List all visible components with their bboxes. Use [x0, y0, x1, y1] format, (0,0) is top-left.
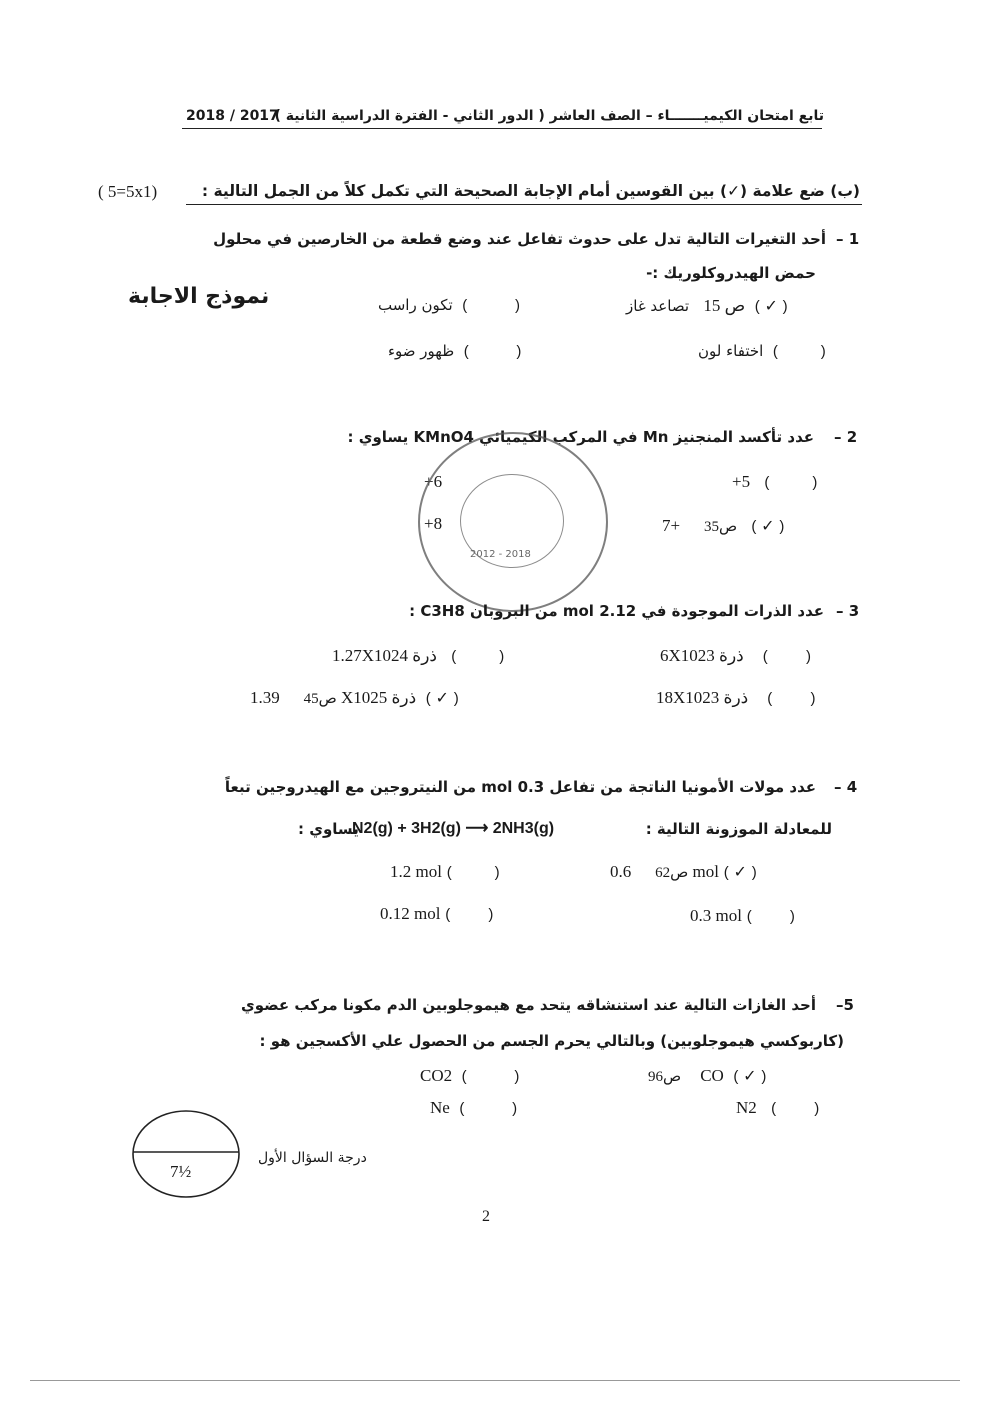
- q4-option-a[interactable]: ص62 0.6 mol ( ✓ ): [610, 862, 757, 881]
- q5-option-a[interactable]: ص96 CO ( ✓ ): [648, 1066, 767, 1085]
- q5-option-a-page-ref: ص96: [648, 1069, 682, 1085]
- q4-option-a-text: 0.6 mol: [610, 862, 719, 881]
- check-mark-icon: ✓: [733, 862, 747, 881]
- q4-equals: يساوي :: [298, 820, 359, 838]
- q3-option-d-text: 1.39 X1025 ذرة: [250, 688, 417, 707]
- q4-option-b-text: 1.2 mol: [390, 862, 442, 881]
- q1-option-c-text: اختفاء لون: [698, 342, 764, 360]
- q5-option-b[interactable]: CO2 ( ): [420, 1066, 520, 1085]
- q2-option-c[interactable]: ص35 +7 ( ✓ ): [662, 516, 785, 535]
- section-score: ( 5=5x1): [98, 182, 158, 201]
- check-mark-icon: ✓: [764, 296, 778, 315]
- page-number: 2: [482, 1208, 490, 1225]
- q2-number: 2 –: [834, 428, 858, 446]
- q3-option-a-text: 6X1023 ذرة: [660, 646, 744, 665]
- q3-number: 3 –: [836, 602, 860, 620]
- q4-option-a-page-ref: ص62: [655, 865, 689, 881]
- q4-option-d-text: 0.12 mol: [380, 904, 441, 923]
- q2-option-a[interactable]: +5 ( ): [732, 472, 818, 491]
- q4-option-c[interactable]: 0.3 mol ( ): [690, 906, 795, 925]
- q1-number: 1 –: [836, 230, 860, 248]
- q5-text-line1: أحد الغازات التالية عند استنشاقه يتحد مع هيموجلوبين الدم مكونا مركب عضوي: [240, 996, 816, 1014]
- stamp-years: 2012 - 2018: [470, 549, 531, 560]
- q2-text: عدد تأكسد المنجنيز Mn في المركب الكيميائي KMnO4 يساوي :: [347, 428, 814, 446]
- q2-option-c-text: +7: [662, 516, 681, 535]
- q3-text: عدد الذرات الموجودة في 2.12 mol من البروبان C3H8 :: [409, 602, 824, 620]
- q1-text-line1: أحد التغيرات التالية تدل على حدوث تفاعل عند وضع قطعة من الخارصين في محلول: [213, 230, 826, 248]
- q1-text-line2: حمض الهيدروكلوريك :-: [646, 264, 816, 282]
- q1-option-d[interactable]: ظهور ضوء ( ): [388, 342, 522, 360]
- q5-option-d-text: Ne: [430, 1098, 450, 1117]
- q2-option-a-text: +5: [732, 472, 751, 491]
- q2-option-b-text: +6: [424, 472, 443, 491]
- q2-option-c-page-ref: ص35: [703, 519, 738, 535]
- q1-option-a[interactable]: ص 15 تصاعد غاز ( ✓ ): [626, 296, 788, 315]
- q1-option-c[interactable]: اختفاء لون ( ): [698, 342, 826, 360]
- q4-option-c-text: 0.3 mol: [690, 906, 742, 925]
- check-mark-icon: ✓: [435, 688, 449, 707]
- grade-label: درجة السؤال الأول: [258, 1150, 367, 1166]
- q1-option-b[interactable]: تكون راسب ( ): [378, 296, 520, 314]
- q5-option-c[interactable]: N2 ( ): [736, 1098, 820, 1117]
- q4-equation: N2(g) + 3H2(g) ⟶ 2NH3(g): [352, 820, 555, 837]
- q1-option-b-text: تكون راسب: [378, 296, 453, 314]
- q3-option-b[interactable]: 1.27X1024 ذرة ( ): [332, 646, 505, 665]
- q5-option-b-text: CO2: [420, 1066, 453, 1085]
- bottom-border-line: [30, 1380, 960, 1381]
- q2-option-d-text: +8: [424, 514, 443, 533]
- grade-circle: [130, 1108, 242, 1200]
- q5-number: 5–: [836, 996, 854, 1014]
- check-mark-icon: ✓: [761, 516, 775, 535]
- q1-option-a-page-ref: ص 15: [703, 296, 746, 315]
- q5-option-c-text: N2: [736, 1098, 757, 1117]
- q3-option-d[interactable]: ص45 1.39 X1025 ذرة ( ✓ ): [250, 688, 459, 707]
- q1-option-d-text: ظهور ضوء: [388, 342, 455, 360]
- q5-text-line2: (كاربوكسي هيموجلوبين) وبالتالي يحرم الجسم من الحصول علي الأكسجين هو :: [259, 1032, 844, 1050]
- q3-option-c[interactable]: 18X1023 ذرة ( ): [656, 688, 816, 707]
- check-mark-icon: ✓: [743, 1066, 757, 1085]
- section-title: (ب) ضع علامة (✓) بين القوسين أمام الإجابة الصحيحة التي تكمل كلاً من الجمل التالية :: [201, 182, 860, 200]
- exam-header-year: 2018 / 2017: [186, 108, 279, 124]
- q4-number: 4 –: [834, 778, 858, 796]
- q4-text-line2: للمعادلة الموزونة التالية :: [645, 820, 832, 838]
- official-stamp: [418, 432, 608, 612]
- q4-option-b[interactable]: 1.2 mol ( ): [390, 862, 500, 881]
- q3-option-b-text: 1.27X1024 ذرة: [332, 646, 437, 665]
- q5-option-a-text: CO: [700, 1066, 724, 1085]
- q4-option-d[interactable]: 0.12 mol ( ): [380, 904, 494, 923]
- exam-header-title: تابع امتحان الكيميـــــــاء – الصف العاشر ( الدور الثاني - الفترة الدراسية الثانية ): [274, 108, 824, 124]
- model-answer-label: نموذج الاجابة: [128, 284, 270, 309]
- q3-option-d-page-ref: ص45: [303, 691, 337, 707]
- grade-value: 7½: [170, 1162, 192, 1181]
- section-underline: [186, 204, 862, 205]
- header-underline: [182, 128, 822, 129]
- q4-text-line1: عدد مولات الأمونيا الناتجة من تفاعل 0.3 mol من النيتروجين مع الهيدروجين تبعاً: [224, 778, 816, 796]
- q3-option-a[interactable]: 6X1023 ذرة ( ): [660, 646, 811, 665]
- q5-option-d[interactable]: Ne ( ): [430, 1098, 518, 1117]
- q3-option-c-text: 18X1023 ذرة: [656, 688, 749, 707]
- q1-option-a-text: تصاعد غاز: [626, 297, 690, 315]
